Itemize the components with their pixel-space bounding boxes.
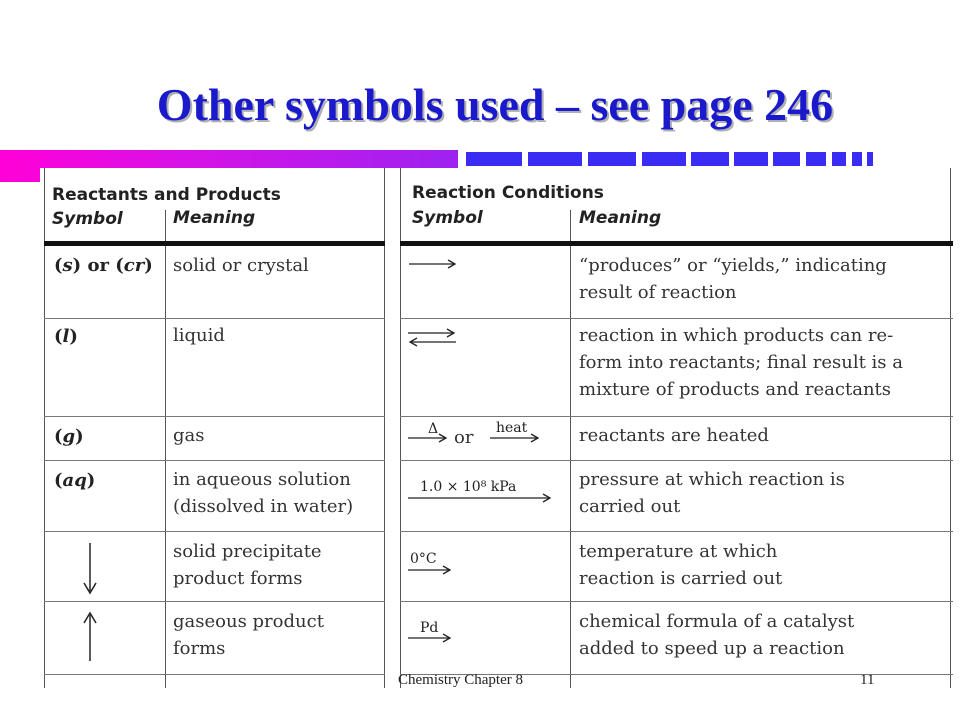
meaning-gas: gas [173,425,205,446]
heat-symbol-icon [406,420,556,450]
temperature-label: 0°C [410,551,437,567]
reaction-conditions-table [398,168,955,688]
meaning-solid: solid or crystal [173,255,309,276]
right-table-heading: Reaction Conditions [412,183,604,203]
bar-block [852,152,862,166]
symbol-aqueous: (aq) [54,470,96,491]
pressure-arrow-icon [406,476,566,506]
left-table-heading: Reactants and Products [52,185,281,205]
reactants-products-table [40,168,385,688]
yields-arrow-icon [408,256,458,272]
bar-block [528,152,582,166]
pressure-label: 1.0 × 10⁸ kPa [420,479,517,495]
meaning-precipitate: solid precipitate product forms [173,541,322,589]
slide-title: Other symbols used – see page 246 [156,79,834,130]
meaning-gaseous-product: gaseous product forms [173,611,324,659]
symbol-solid: (s) or (cr) [54,255,153,276]
catalyst-arrow-icon [406,618,466,648]
bar-block [642,152,686,166]
header-rule [400,241,953,246]
bar-block [832,152,846,166]
footer-chapter: Chemistry Chapter 8 [398,672,523,688]
bar-block [773,152,800,166]
or-label: or [454,427,474,448]
header-rule [44,241,385,246]
meaning-catalyst: chemical formula of a catalyst added to speed up a reaction [579,611,855,659]
heat-label: heat [496,420,528,436]
meaning-produces: “produces” or “yields,” indicating result of reaction [579,255,887,303]
meaning-aqueous: in aqueous solution (dissolved in water) [173,469,354,517]
symbols-table-image [40,168,955,688]
meaning-liquid: liquid [173,325,225,346]
left-col-meaning: Meaning [173,208,256,228]
up-arrow-icon [80,611,100,663]
delta-label: Δ [428,421,439,437]
meaning-temperature: temperature at which reaction is carried out [579,541,783,589]
bar-block [806,152,826,166]
catalyst-label: Pd [420,620,439,636]
bar-block [867,152,873,166]
meaning-heated: reactants are heated [579,425,769,446]
temperature-arrow-icon [406,548,466,578]
bar-block [734,152,768,166]
meaning-pressure: pressure at which reaction is carried out [579,469,845,517]
bar-block [691,152,729,166]
right-col-symbol: Symbol [412,208,483,228]
bar-block [588,152,636,166]
reversible-arrows-icon [406,326,458,350]
bar-block [466,152,522,166]
down-arrow-icon [80,541,100,597]
meaning-reversible: reaction in which products can re- form into reactants; final result is a mixture of products and reactants [579,325,903,400]
symbol-gas: (g) [54,426,84,447]
symbol-liquid: (l) [54,326,78,347]
right-col-meaning: Meaning [579,208,662,228]
left-col-symbol: Symbol [52,209,123,229]
page-number: 11 [860,672,875,688]
